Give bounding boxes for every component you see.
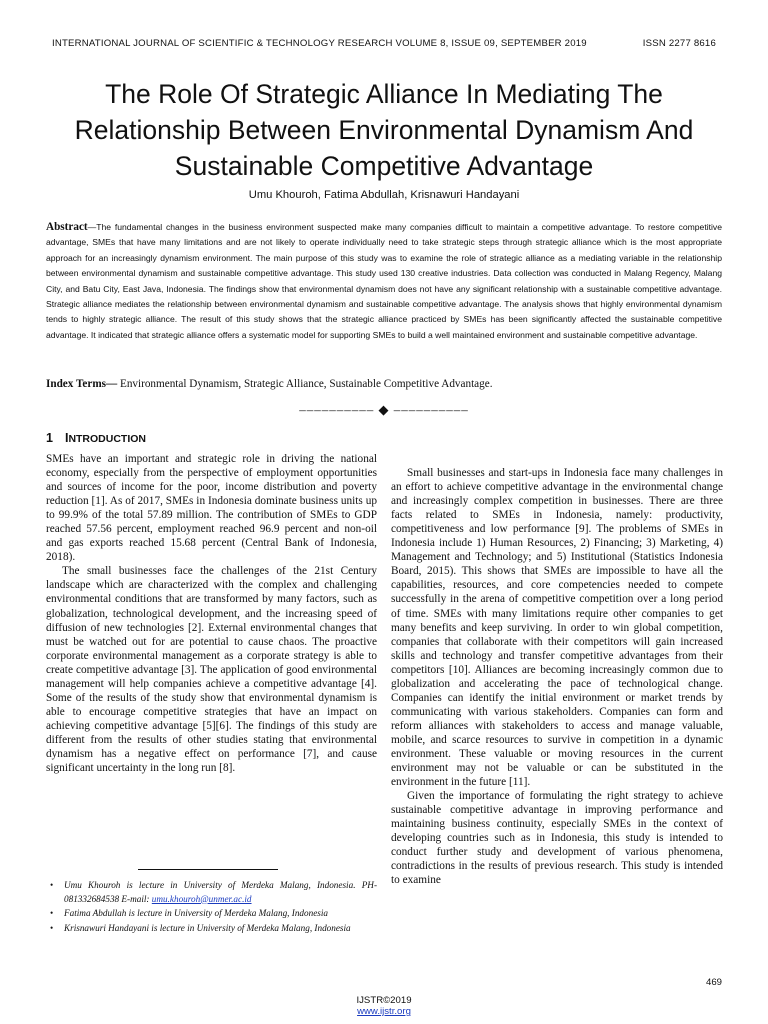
abstract-dash: — <box>87 222 97 232</box>
footnote-author-3: • Krisnawuri Handayani is lecture in University of Merdeka Malang, Indonesia <box>46 922 377 936</box>
index-terms-dash: — <box>106 378 118 390</box>
body-paragraph-2 <box>46 564 377 775</box>
footer-copyright: IJSTR©2019 <box>356 995 412 1006</box>
page-footer <box>0 995 768 1017</box>
footnote-1-text: Umu Khouroh is lecture in University of Merdeka Malang, Indonesia. PH-081332684538 E-mail: <box>64 880 377 904</box>
abstract-label: Abstract <box>46 221 88 233</box>
body-paragraph-2-text: The small businesses face the challenges of the 21st Century landscape which are characterized with the complex and challenging environmental conditions that are transformed by many factors, such as globalization, technological development, and the increasing speed of diffusion of new technologies [2]. External environmental changes that must be watched out for are potential to cause chaos. The proactive corporate environmental management as a corporate strategy is able to create competitive advantage [3]. The application of good environmental management will help companies achieve a competitive advantage [4]. Some of the results of the study show that environmental dynamism is able to encourage competitive strategies that have an impact on achieving competitive advantage [5][6]. The findings of this study are different from the results of other studies stating that environmental dynamism has a negative effect on performance [7], and cause significant uncertainty in the long run [8]. <box>46 565 377 775</box>
body-paragraph-1: SMEs have an important and strategic role in driving the national economy, especially from the perspective of employment opportunities and sources of income for the poor, income distribution and poverty reduction [1]. As of 2017, SMEs in Indonesia dominate business units up to 99.9% of the total 57.89 million. The contribution of SMEs to GDP reached 57.56 percent, employment reached 96.9 percent and non-oil and gas exports reached 15.68 percent (Central Bank of Indonesia, 2018). <box>46 453 377 564</box>
column-continuation-spacer <box>391 452 723 466</box>
abstract <box>46 220 722 343</box>
author-list: Umu Khouroh, Fatima Abdullah, Krisnawuri Handayani <box>248 189 520 201</box>
abstract-text: The fundamental changes in the business environment suspected make many companies difficult to maintain a competitive advantage. To restore competitive advantage, SMEs that have many limitations and are not likely to operate individually need to take strategic steps through strategic alliance which is the most appropriate approach for an increasingly dynamism environment. The main purpose of this study was to examine the role of strategic alliance as a mediating variable in the relationship between environmental dynamism and sustainable competitive advantage. This study used 130 creative industries. Data collection was conducted in Malang Regency, Malang City, and Batu City, East Java, Indonesia. The findings show that environmental dynamism does not have any significant relationship with a sustainable competitive advantage. Strategic alliance mediates the relationship between environmental dynamism and sustainable competitive advantage. The analysis shows that highly environmental dynamism tends to highly strategic alliance. The result of this study shows that the strategic alliance practiced by SMEs has been significantly affected the sustainable competitive advantage. It indicated that strategic alliance offers a systematic model for supporting SMEs to build a well maintained environment and sustainable competitive advantage. <box>46 222 722 340</box>
footer-website-link[interactable]: www.ijstr.org <box>357 1006 411 1017</box>
running-header <box>52 38 716 49</box>
footnotes <box>46 879 377 936</box>
section-title-rest: NTRODUCTION <box>68 433 147 445</box>
page-number: 469 <box>705 977 722 988</box>
author-email-link[interactable]: umu.khouroh@unmer.ac.id <box>151 893 252 904</box>
right-column <box>391 452 723 887</box>
section-title-initial: I <box>64 431 69 445</box>
section-divider: –––––––––– ◆ –––––––––– <box>299 402 469 417</box>
body-paragraph-4: Given the importance of formulating the right strategy to achieve sustainable competitive advantage in improving performance and maintaining business continuity, especially SMEs in the context of developing countries such as in Indonesia, this study is intended to conduct further study and development of various phenomena, contradictions in the results of previous research. This study is intended to examine <box>391 790 723 887</box>
section-heading-introduction <box>46 431 146 445</box>
footnote-author-2: • Fatima Abdullah is lecture in University of Merdeka Malang, Indonesia <box>46 907 377 921</box>
footnote-author-1 <box>46 879 377 906</box>
paper-title: The Role Of Strategic Alliance In Mediating The Relationship Between Environmental Dynamism And Sustainable Competitive Advantage <box>74 79 694 181</box>
footnote-rule <box>138 869 278 870</box>
issn: ISSN 2277 8616 <box>642 38 716 49</box>
journal-name: INTERNATIONAL JOURNAL OF SCIENTIFIC & TECHNOLOGY RESEARCH VOLUME 8, ISSUE 09, SEPTEMBER 2019 <box>52 38 587 49</box>
left-column <box>46 452 377 775</box>
index-terms-text: Environmental Dynamism, Strategic Alliance, Sustainable Competitive Advantage. <box>119 378 493 390</box>
index-terms-label: Index Terms <box>46 378 106 390</box>
body-paragraph-3: Small businesses and start-ups in Indonesia face many challenges in an effort to achieve competitive advantage in the environmental change and increasingly complex competition in businesses. There are three facts related to SMEs in Indonesia, namely: productivity, competitiveness and low performance [9]. The problems of SMEs in Indonesia include 1) Human Resources, 2) Financing; 3) Marketing, 4) Management and Technology; and 5) Institutional (Statistics Indonesia Board, 2015). This shows that SMEs are impossible to have all the capabilities, resources, and core competencies needed to compete successfully in the arena of competitive competition over a long period of time. SMEs with many limitations require other companies to get many benefits and keep surviving. In order to win global competition, companies that collaborate with their competitors will gain increased skills and technology and transfer competitive advantages from their competitors [10]. Alliances are becoming increasingly common due to globalization and accelerating the pace of technological change. Companies can identify the initial environment or market trends by communicating with various stakeholders. Companies can form and reform alliances with stakeholders to access and manage valuable, mobile, and scarce resources to survive in competition in a dynamic environment. These valuable or moving resources in the current environment may not be valuable or can be substituted in the environment in the future [11]. <box>391 467 723 789</box>
section-number: 1 <box>46 431 53 445</box>
index-terms <box>46 378 722 390</box>
